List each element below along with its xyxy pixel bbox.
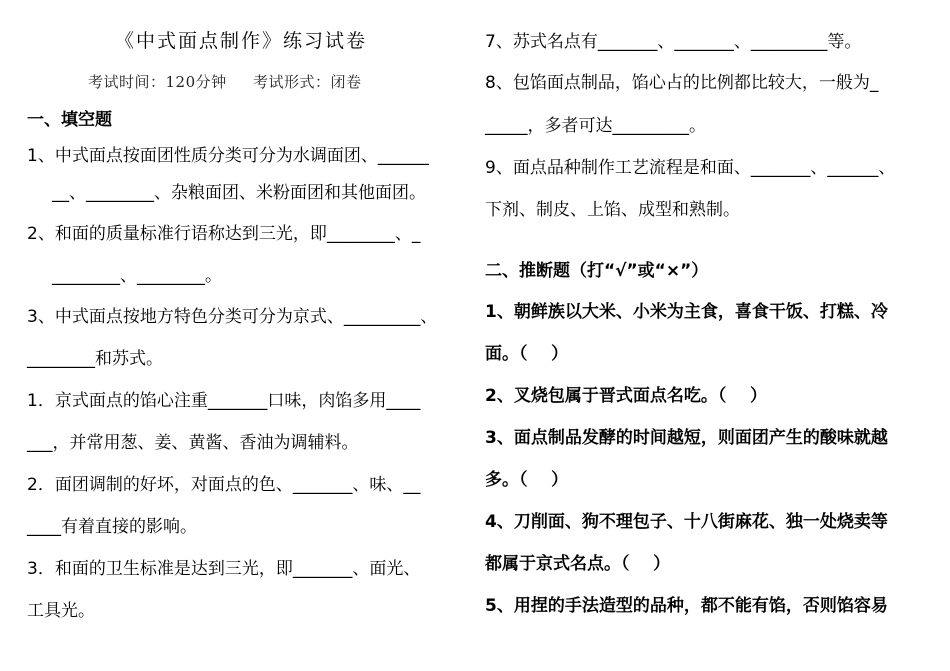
- question-line: _____，多者可达_________。: [485, 116, 706, 136]
- question-line: ________、________。: [52, 266, 222, 286]
- question-line: 面。（ ）: [485, 344, 569, 364]
- question-line: 9、面点品种制作工艺流程是和面、_______、______、: [485, 158, 896, 178]
- question-line: 2．面团调制的好坏，对面点的色、_______、味、__: [27, 475, 421, 495]
- question-line: 3、中式面点按地方特色分类可分为京式、_________、: [27, 307, 438, 327]
- question-line: 多。（ ）: [485, 470, 569, 490]
- question-line: 1、中式面点按面团性质分类可分为水调面团、______: [27, 146, 429, 166]
- question-line: 2、和面的质量标准行语称达到三光，即________、_: [27, 224, 421, 244]
- section-heading-fill-blank: 一、填空题: [27, 110, 112, 130]
- question-line: 3．和面的卫生标准是达到三光，即_______、面光、: [27, 559, 421, 579]
- question-line: ____有着直接的影响。: [27, 517, 197, 537]
- question-line: 下剂、制皮、上馅、成型和熟制。: [485, 200, 740, 220]
- question-line: 1、朝鲜族以大米、小米为主食，喜食干饭、打糕、冷: [485, 302, 888, 322]
- question-line: 1．京式面点的馅心注重_______口味，肉馅多用____: [27, 391, 421, 411]
- exam-title: 《中式面点制作》练习试卷: [115, 30, 368, 52]
- question-line: 2、叉烧包属于晋式面点名吃。（ ）: [485, 386, 768, 406]
- exam-info: 考试时间：120分钟 考试形式：闭卷: [88, 73, 362, 91]
- question-line: 工具光。: [27, 601, 95, 621]
- section-heading-true-false: 二、推断题（打“√”或“×”）: [485, 261, 709, 281]
- question-line: 4、刀削面、狗不理包子、十八街麻花、独一处烧卖等: [485, 512, 888, 532]
- question-line: 5、用捏的手法造型的品种，都不能有馅，否则馅容易: [485, 596, 888, 616]
- question-line: ________和苏式。: [27, 349, 163, 369]
- question-line: 3、面点制品发酵的时间越短，则面团产生的酸味就越: [485, 428, 888, 448]
- question-line: __、________、杂粮面团、米粉面团和其他面团。: [52, 183, 426, 203]
- question-line: ___，并常用葱、姜、黄酱、香油为调辅料。: [27, 433, 359, 453]
- question-line: 7、苏式名点有_______、_______、_________等。: [485, 32, 862, 52]
- question-line: 都属于京式名点。（ ）: [485, 554, 671, 574]
- question-line: 8、包馅面点制品，馅心占的比例都比较大，一般为_: [485, 73, 879, 93]
